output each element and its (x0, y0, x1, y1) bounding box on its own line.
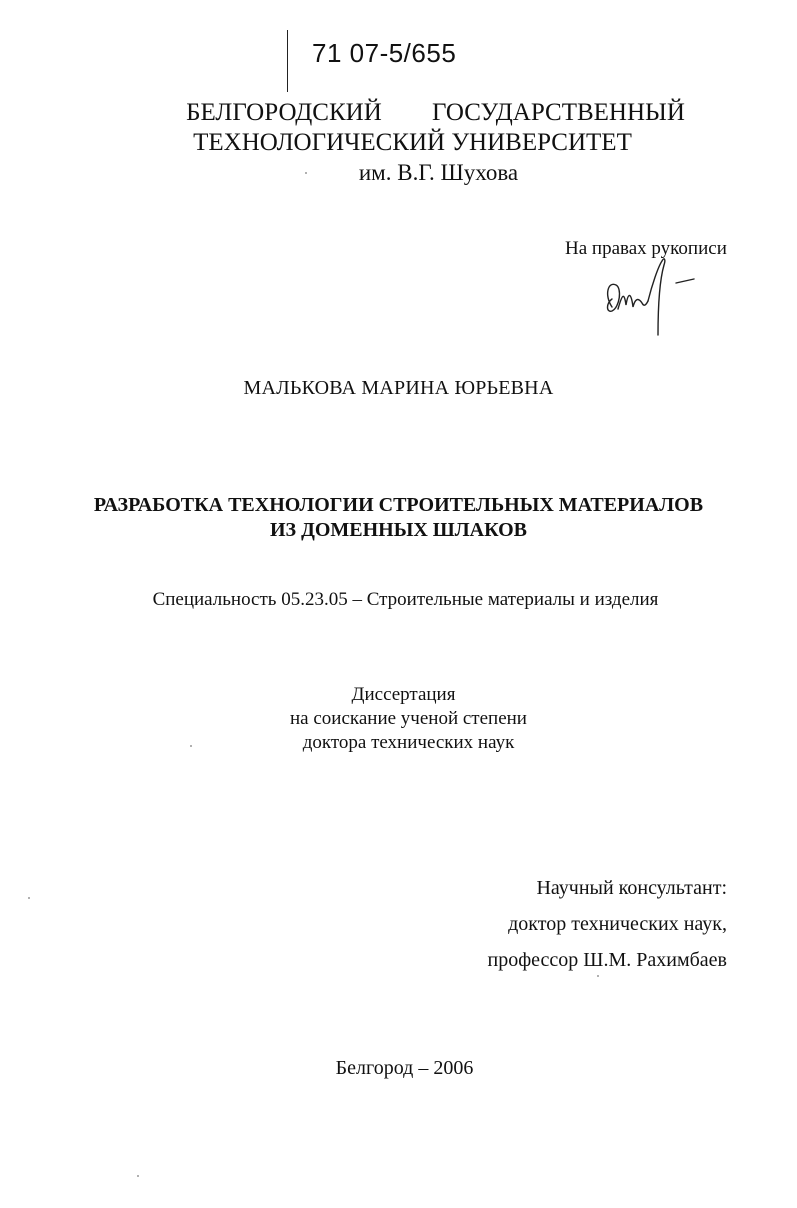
dissertation-line-2: на соискание ученой степени (290, 708, 527, 729)
consultant-name: профессор Ш.М. Рахимбаев (487, 949, 727, 971)
specialty-line: Специальность 05.23.05 – Строительные материалы и изделия (152, 589, 659, 610)
scan-speck (190, 745, 192, 747)
scan-speck (28, 897, 30, 899)
dissertation-type (0, 683, 797, 755)
archive-code: 71 07-5/655 (312, 38, 457, 68)
scan-speck (597, 975, 599, 977)
consultant-label: Научный консультант: (536, 877, 727, 899)
scan-speck (305, 172, 307, 174)
dissertation-line-1: Диссертация (351, 684, 456, 705)
university-line-1: БЕЛГОРОДСКИЙ ГОСУДАРСТВЕННЫЙ (186, 99, 685, 126)
consultant-degree: доктор технических наук, (508, 913, 727, 935)
title-line-2: ИЗ ДОМЕННЫХ ШЛАКОВ (269, 519, 528, 541)
scientific-consultant (488, 870, 727, 978)
scan-speck (137, 1175, 139, 1177)
dissertation-line-3: доктора технических наук (302, 732, 515, 753)
dissertation-title (0, 493, 797, 543)
university-line-2: ТЕХНОЛОГИЧЕСКИЙ УНИВЕРСИТЕТ (193, 129, 632, 156)
title-line-1: РАЗРАБОТКА ТЕХНОЛОГИИ СТРОИТЕЛЬНЫХ МАТЕРИАЛОВ (93, 494, 704, 516)
manuscript-rights: На правах рукописи (565, 238, 727, 259)
author-name: МАЛЬКОВА МАРИНА ЮРЬЕВНА (243, 377, 554, 399)
archive-margin-line (287, 30, 288, 92)
place-and-year: Белгород – 2006 (335, 1057, 474, 1079)
handwritten-signature (598, 255, 708, 345)
university-header (0, 98, 797, 188)
university-line-3: им. В.Г. Шухова (358, 160, 519, 185)
